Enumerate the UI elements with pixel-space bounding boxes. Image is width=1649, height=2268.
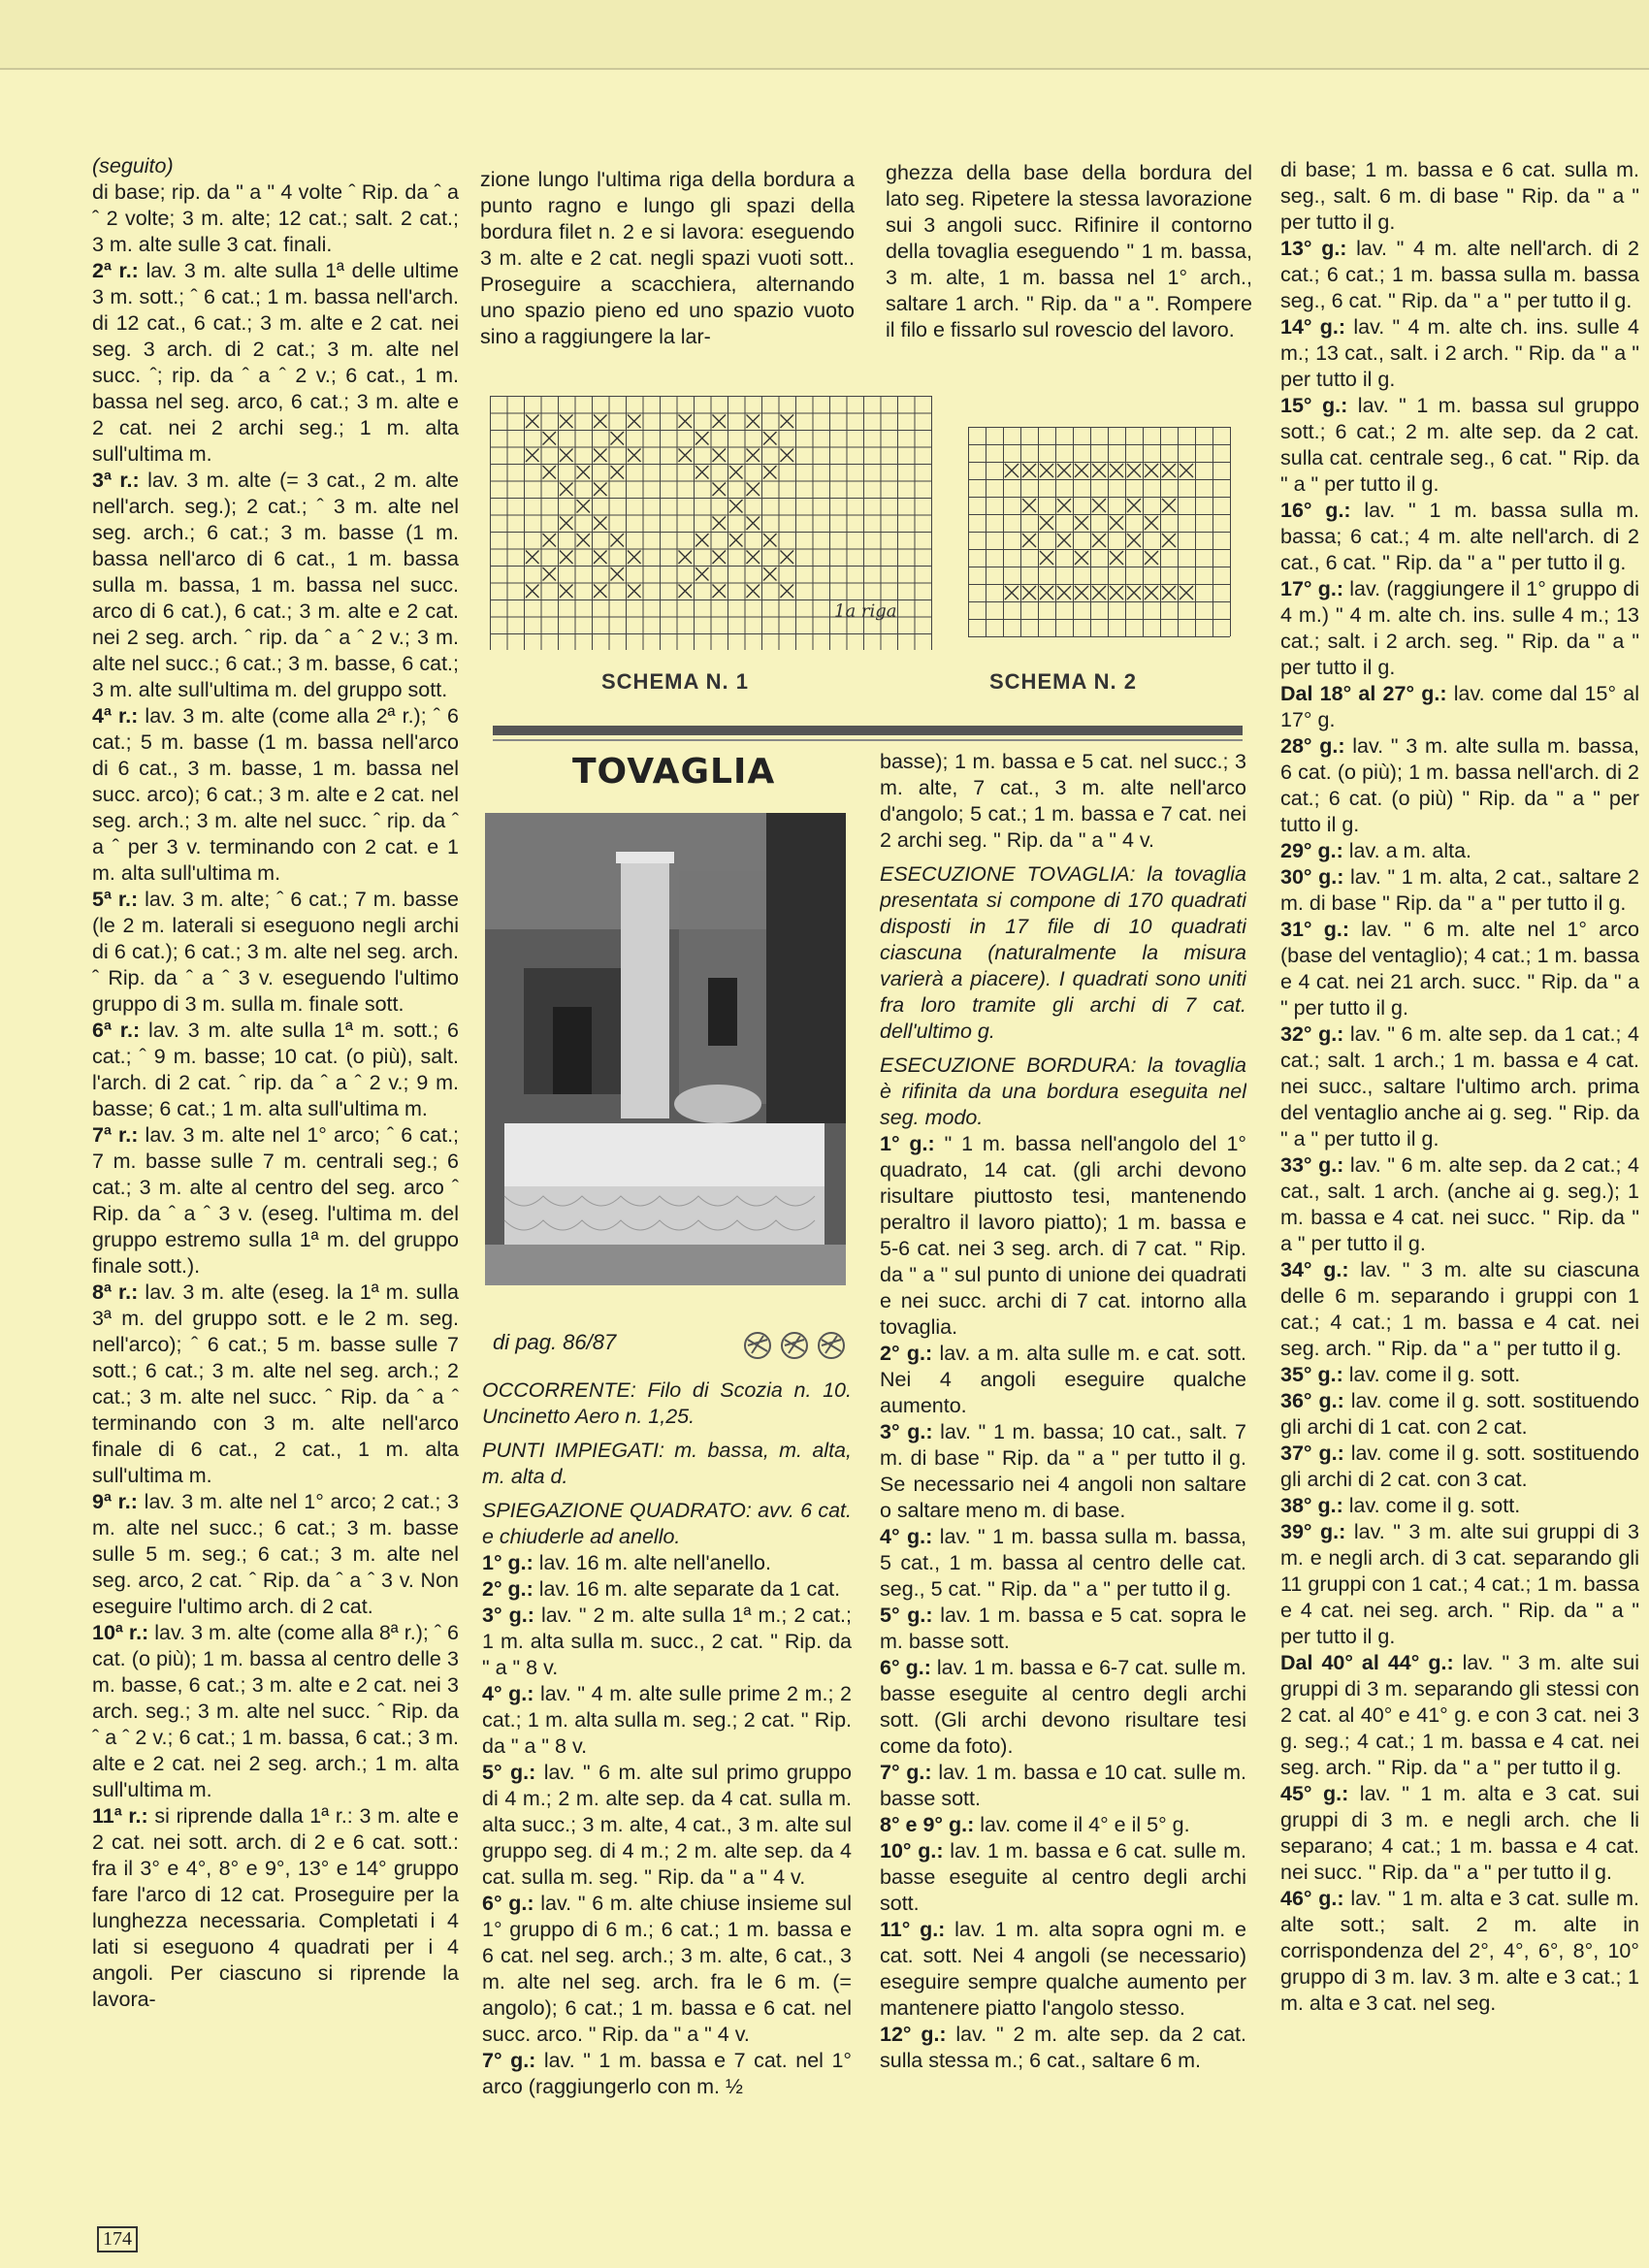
paragraph-text: lav. a m. alta. [1342,839,1471,862]
cross-stitch-mark [526,449,539,463]
round-label: 28° g.: [1280,734,1345,758]
cross-stitch-mark [526,585,539,599]
cross-stitch-mark [543,466,557,479]
cross-stitch-mark [543,432,557,445]
paragraph [880,1341,1246,1419]
cross-stitch-mark [628,585,641,599]
cross-stitch-mark [1092,534,1106,547]
paragraph [482,1760,852,1891]
round-label: 7° g.: [482,2049,536,2072]
cross-stitch-mark [543,567,557,581]
round-label: 4ª r.: [92,704,139,728]
cross-stitch-mark [763,432,777,445]
cross-stitch-mark [747,483,760,497]
paragraph-text: Filo di Scozia n. 10. Uncinetto Aero n. 1,25. [482,1378,852,1428]
cross-stitch-mark [1075,586,1088,599]
paragraph-text: lav. " 4 m. alte nell'arch. di 2 cat.; 6 cat.; 1 m. bassa sulla m. bassa seg., 6 cat. " Rip. da " a " per tutto il g. [1280,237,1639,312]
cross-stitch-mark [747,551,760,565]
cross-stitch-mark [1057,464,1071,477]
paragraph-text: lav. 3 m. alte; ˆ 6 cat.; 7 m. basse (le 2 m. laterali si eseguono negli archi di 6 cat.); 6 cat.; 3 m. alte nel seg. arch. ˆ Rip. da ˆ a ˆ 3 v. eseguendo l'ultimo gruppo di 3 m. sulla m. finale sott. [92,888,459,1016]
paragraph [1280,1362,1639,1388]
round-label: 38° g.: [1280,1494,1343,1517]
paragraph-text: lav. 1 m. bassa e 6-7 cat. sulle m. basse eseguite al centro degli archi sott. (Gli archi devono risultare tesi come da foto). [880,1656,1246,1758]
cross-stitch-mark [781,449,794,463]
paragraph [1280,864,1639,917]
paragraph [1280,1781,1639,1886]
cross-stitch-mark [1145,516,1158,530]
paragraph-text: lav. " 6 m. alte chiuse insieme sul 1° gruppo di 6 m.; 6 cat.; 1 m. bassa e 6 cat. nel seg. arch.; 3 m. alte, 6 cat., 3 m. alte nel seg. arch. fra le 6 m. (= angolo); 6 cat.; 1 m. bassa e 6 cat. nel succ. arco. " Rip. da " a " 4 v. [482,1892,852,2046]
paragraph-text: lav. 16 m. alte separate da 1 cat. [533,1577,841,1601]
paragraph-text: lav. 1 m. alta sopra ogni m. e cat. sott. Nei 4 angoli (se necessario) eseguire sempre qualche aumento per mantenere piatto l'angolo stesso. [880,1918,1246,2020]
page-number: 174 [97,2226,138,2252]
cross-stitch-mark [763,567,777,581]
paragraph [482,1576,852,1603]
cross-stitch-mark [729,466,743,479]
schema-1-label: SCHEMA N. 1 [601,669,749,694]
paragraph-text: lav. " 6 m. alte sep. da 2 cat.; 4 cat., salt. 1 arch. (anche ai g. seg.); 1 m. bassa e 4 cat. nei succ. " Rip. da " a " per tutto il g. [1280,1153,1639,1255]
cross-stitch-mark [1162,464,1176,477]
difficulty-icon [742,1329,849,1362]
round-label: 5° g.: [482,1761,536,1784]
cross-stitch-mark [594,449,607,463]
paragraph [1280,314,1639,393]
round-label: 8ª r.: [92,1280,139,1304]
round-label: 31° g.: [1280,918,1350,941]
cross-stitch-mark [526,551,539,565]
cross-stitch-mark [747,517,760,531]
cross-stitch-mark [560,483,573,497]
paragraph-text: lav. " 2 m. alte sep. da 2 cat. sulla stessa m.; 6 cat., saltare 6 m. [880,2023,1246,2072]
paragraph-text: lav. come il g. sott. sostituendo gli archi di 1 cat. con 2 cat. [1280,1389,1639,1439]
paragraph [92,258,459,468]
paragraph [482,1891,852,2048]
round-label: 35° g.: [1280,1363,1343,1386]
paragraph [880,749,1246,854]
paragraph-text: lav. 3 m. alte sulla 1ª m. sott.; 6 cat.; ˆ 9 m. basse; 10 cat. (o più), salt. l'arch. di 2 cat. ˆ rip. da ˆ a ˆ 2 v.; 9 m. basse; 6 cat.; 1 m. alta sull'ultima m. [92,1019,459,1120]
paragraph-text: lav. come il g. sott. [1342,1494,1521,1517]
round-label: 13° g.: [1280,237,1347,260]
paragraph [880,861,1246,1045]
paragraph [1280,1021,1639,1152]
paragraph [880,1603,1246,1655]
paragraph [92,1620,459,1803]
paragraph [482,1550,852,1576]
round-label: 30° g.: [1280,865,1344,889]
cross-stitch-mark [747,585,760,599]
paragraph-text: lav. " 2 m. alte sulla 1ª m.; 2 cat.; 1 m. alta sulla m. succ., 2 cat. " Rip. da " a " 8 v. [482,1604,852,1679]
cross-stitch-mark [1110,551,1123,565]
cross-stitch-mark [695,466,709,479]
cross-stitch-mark [577,500,591,513]
paragraph-text: lav. 1 m. bassa e 10 cat. sulle m. basse sott. [880,1761,1246,1810]
paragraph-text: lav. 3 m. alte sulla 1ª delle ultime 3 m. sott.; ˆ 6 cat.; 1 m. bassa nell'arch. di 12 cat., 6 cat.; 3 m. alte e 2 cat. nei seg. 3 arch. di 2 cat.; 3 m. alte nel succ. ˆ; rip. da ˆ a ˆ 2 v.; 6 cat., 1 m. bassa nel seg. arco, 6 cat.; 3 m. alte e 2 cat. nei 2 archi seg.; 1 m. alta sull'ultima m. [92,259,459,466]
paragraph-text: lav. " 6 m. alte sep. da 1 cat.; 4 cat.; salt. 1 arch.; 1 m. bassa e 4 cat. nei succ., saltare l'ultimo arch. prima del ventaglio anche ai g. seg. " Rip. da " a " per tutto il g. [1280,1022,1639,1150]
round-label: 10° g.: [880,1839,944,1863]
round-label: 34° g.: [1280,1258,1349,1281]
cross-stitch-mark [1110,516,1123,530]
cross-stitch-mark [729,534,743,547]
cross-stitch-mark [713,415,727,429]
cross-stitch-mark [1022,586,1036,599]
round-label: 5° g.: [880,1604,933,1627]
cross-stitch-mark [1092,586,1106,599]
paragraph [1280,1257,1639,1362]
cross-stitch-mark [628,415,641,429]
round-label: Dal 40° al 44° g.: [1280,1651,1454,1674]
paragraph [1280,1519,1639,1650]
section-label: PUNTI IMPIEGATI: [482,1439,664,1462]
paragraph-text: lav. " 3 m. alte su ciascuna delle 6 m. separando i gruppi con 1 cat.; 4 cat.; 1 m. bassa e 4 cat. nei seg. arch. " Rip. da " a " per tutto il g. [1280,1258,1639,1360]
cross-stitch-mark [1145,464,1158,477]
paragraph [92,1122,459,1280]
paragraph-text: lav. 1 m. bassa e 5 cat. sopra le m. basse sott. [880,1604,1246,1653]
cross-stitch-mark [713,585,727,599]
cross-stitch-mark [1075,551,1088,565]
paragraph-text: lav. 3 m. alte (= 3 cat., 2 m. alte nell'arch. seg.); 2 cat.; ˆ 3 m. alte nel seg. arch.; 6 cat.; 3 m. basse (1 m. bassa nell'arco di 6 cat., 1 m. bassa sulla m. bassa, 1 m. bassa nel succ. arco di 6 cat.), 6 cat.; 3 m. alte e 2 cat. nei 2 seg. arch. ˆ rip. da ˆ a ˆ 2 v.; 3 m. alte nel succ.; 6 cat.; 3 m. basse, 6 cat.; 3 m. alte sull'ultima m. del gruppo sott. [92,469,459,701]
paragraph-text: lav. " 6 m. alte sul primo gruppo di 4 m.; 2 m. alte sep. da 4 cat. sulla m. alta succ.; 3 m. alte, 4 cat., 3 m. alte sul gruppo seg. di 4 m.; 2 m. alte sep. da 4 cat. sulla m. seg. " Rip. da " a " 4 v. [482,1761,852,1889]
cross-stitch-mark [679,551,693,565]
paragraph [880,1812,1246,1838]
paragraph [92,1018,459,1122]
text-column-1 [92,153,459,2013]
paragraph [1280,1441,1639,1493]
section-label: ESECUZIONE TOVAGLIA: [880,862,1136,886]
cross-stitch-mark [1092,464,1106,477]
column-3-text: ghezza della base della bordura del lato seg. Ripetere la stessa lavorazione sui 3 angoli succ. Rifinire il contorno della tovaglia eseguendo " 1 m. bassa, 3 m. alte, 1 m. bassa nel 1° arch., saltare 1 arch. " Rip. da " a ". Rompere il filo e fissarlo sul rovescio del lavoro. [886,161,1252,341]
paragraph-text: lav. " 3 m. alte sui gruppi di 3 m. e negli arch. di 3 cat. separando gli 11 gruppi con 1 cat.; 4 cat.; 1 m. bassa e 4 cat. nei seg. arch. " Rip. da " a " per tutto il g. [1280,1520,1639,1648]
text-column-6 [880,749,1246,2074]
round-label: 11° g.: [880,1918,946,1941]
paragraph-text: lav. " 6 m. alte nel 1° arco (base del ventaglio); 4 cat.; 1 m. bassa e 4 cat. nei 21 arch. succ. " Rip. da " a " per tutto il g. [1280,918,1639,1020]
round-label: 11ª r.: [92,1804,148,1828]
cross-stitch-mark [1005,464,1018,477]
cross-stitch-mark [679,585,693,599]
round-label: 3ª r.: [92,469,140,492]
paragraph-text: di base; rip. da " a " 4 volte ˆ Rip. da ˆ a ˆ 2 volte; 3 m. alte; 12 cat.; salt. 2 cat.; 3 m. alte sulle 3 cat. finali. [92,180,459,256]
cross-stitch-mark [1075,516,1088,530]
paragraph-text: lav. come il g. sott. [1342,1363,1521,1386]
cross-stitch-mark [679,415,693,429]
round-label: 6° g.: [482,1892,534,1915]
paragraph-text: lav. 3 m. alte (eseg. la 1ª m. sulla 3ª m. del gruppo sott. e le 2 m. seg. nell'arco); ˆ 6 cat.; 5 m. basse sulle 7 sott.; 6 cat.; 3 m. alte nel seg. arch.; 2 cat.; 3 m. alte nel succ. ˆ Rip. da ˆ a ˆ terminando con 3 m. alte nell'arco finale di 6 cat., 2 cat., 1 m. alta sull'ultima m. [92,1280,459,1487]
cross-stitch-mark [611,534,625,547]
cross-stitch-mark [1110,586,1123,599]
paragraph [92,1280,459,1489]
cross-stitch-mark [1145,551,1158,565]
round-label: 8° e 9° g.: [880,1813,975,1836]
cross-stitch-mark [560,585,573,599]
cross-stitch-mark [594,517,607,531]
round-label: 1° g.: [880,1132,935,1155]
paragraph [880,1917,1246,2022]
paragraph [880,1053,1246,1131]
paragraph-text: la tovaglia è rifinita da una bordura eseguita nel seg. modo. [880,1053,1246,1129]
paragraph-text: avv. 6 cat. e chiuderle ad anello. [482,1499,852,1548]
section-label: OCCORRENTE: [482,1378,636,1402]
round-label: 2° g.: [880,1342,933,1365]
paragraph-text: lav. " 3 m. alte sulla m. bassa, 6 cat. (o più); 1 m. bassa nell'arch. di 2 cat.; 6 cat. (o più) " Rip. da " a " per tutto il g. [1280,734,1639,836]
cross-stitch-mark [679,449,693,463]
round-label: 4° g.: [482,1682,534,1705]
section-label: ESECUZIONE BORDURA: [880,1053,1137,1077]
paragraph [880,1131,1246,1341]
cross-stitch-mark [1057,499,1071,512]
paragraph [482,1438,852,1490]
paragraph-text: lav. 1 m. bassa e 6 cat. sulle m. basse eseguite al centro degli archi sott. [880,1839,1246,1915]
paragraph [1280,236,1639,314]
paragraph [1280,681,1639,733]
round-label: 6ª r.: [92,1019,141,1042]
paragraph [1280,838,1639,864]
paragraph-text: lav. " 1 m. bassa e 7 cat. nel 1° arco (raggiungerlo con m. ½ [482,2049,852,2098]
round-label: 6° g.: [880,1656,931,1679]
section-divider-thin [493,739,1243,741]
round-label: 2° g.: [482,1577,534,1601]
round-label: Dal 18° al 27° g.: [1280,682,1447,705]
round-label: 29° g.: [1280,839,1343,862]
paragraph [482,1498,852,1550]
paragraph-text: lav. " 4 m. alte sulle prime 2 m.; 2 cat.; 1 m. alta sulla m. seg.; 2 cat. " Rip. da " a " 8 v. [482,1682,852,1758]
round-label: 1° g.: [482,1551,534,1574]
cross-stitch-mark [747,449,760,463]
paragraph [1280,1388,1639,1441]
cross-stitch-mark [594,551,607,565]
paragraph [880,1760,1246,1812]
paragraph [482,2048,852,2100]
paragraph-text: lav. " 1 m. bassa sulla m. bassa; 6 cat.; 4 m. alte nell'arch. di 2 cat., 6 cat. " Rip. da " a " per tutto il g. [1280,499,1639,574]
round-label: 36° g.: [1280,1389,1344,1412]
paragraph [92,1803,459,2013]
cross-stitch-mark [1127,586,1141,599]
paragraph [1280,498,1639,576]
cross-stitch-mark [781,415,794,429]
cross-stitch-mark [713,551,727,565]
paragraph [880,1524,1246,1603]
page-reference: di pag. 86/87 [493,1330,617,1354]
paragraph [482,1377,852,1430]
cross-stitch-mark [1127,534,1141,547]
cross-stitch-mark [1022,464,1036,477]
paragraph-text: " 1 m. bassa nell'angolo del 1° quadrato, 14 cat. (gli archi devono risultare piuttosto tesi, mantenendo peraltro il lavoro piatto); 1 m. bassa e 5-6 cat. nei 3 seg. arch. di 7 cat. " Rip. da " a " sul punto di unione dei quadrati e nei succ. archi di 7 cat. intorno alla tovaglia. [880,1132,1246,1339]
paragraph [880,1655,1246,1760]
paragraph [92,887,459,1018]
cross-stitch-mark [1110,464,1123,477]
round-label: 33° g.: [1280,1153,1344,1177]
section-title: TOVAGLIA [572,752,776,792]
cross-stitch-mark [1180,586,1193,599]
paragraph-text: lav. 16 m. alte nell'anello. [533,1551,771,1574]
cross-stitch-mark [611,432,625,445]
round-label: 16° g.: [1280,499,1351,522]
cross-stitch-mark [1145,586,1158,599]
paragraph-text: lav. come il 4° e il 5° g. [974,1813,1190,1836]
paragraph [1280,393,1639,498]
paragraph-text: lav. " 4 m. alte ch. ins. sulle 4 m.; 13 cat., salt. i 2 arch. " Rip. da " a " per tutto il g. [1280,315,1639,391]
round-label: 4° g.: [880,1525,933,1548]
cross-stitch-mark [695,534,709,547]
paragraph-text: lav. 3 m. alte nel 1° arco; ˆ 6 cat.; 7 m. basse sulle 7 m. centrali seg.; 6 cat.; 3 m. alte al centro del seg. arco ˆ Rip. da ˆ a ˆ 3 v. (eseg. l'ultima m. del gruppo estremo sulla 1ª m. del gruppo finale sott.). [92,1123,459,1278]
paragraph [1280,1152,1639,1257]
page-top-margin [0,0,1649,70]
paragraph-text: lav. " 1 m. alta e 3 cat. sulle m. alte sott.; salt. 2 m. alte in corrispondenza del 2°, 4°, 6°, 8°, 10° gruppo di 3 m. lav. 3 m. alte e 3 cat.; 1 m. alta e 3 cat. nel seg. [1280,1887,1639,2015]
paragraph-text: (seguito) [92,154,174,178]
cross-stitch-mark [594,585,607,599]
paragraph [880,1838,1246,1917]
cross-stitch-mark [1040,516,1053,530]
cross-stitch-mark [713,517,727,531]
cross-stitch-mark [560,449,573,463]
cross-stitch-mark [695,432,709,445]
paragraph [880,1419,1246,1524]
paragraph [92,703,459,887]
round-label: 3° g.: [880,1420,933,1443]
round-label: 2ª r.: [92,259,139,282]
paragraph-text: di base; 1 m. bassa e 6 cat. sulla m. seg., salt. 6 m. di base " Rip. da " a " per tutto il g. [1280,158,1639,234]
paragraph-text: lav. come dal 15° al 17° g. [1280,682,1639,731]
paragraph-text: lav. " 1 m. bassa; 10 cat., salt. 7 m. di base " Rip. da " a " per tutto il g. Se necessario nei 4 angoli non saltare o saltare meno m. di base. [880,1420,1246,1522]
cross-stitch-mark [729,500,743,513]
cross-stitch-mark [1162,586,1176,599]
column-2-text: zione lungo l'ultima riga della bordura a punto ragno e lungo gli spazi della bordura filet n. 2 e si lavora: eseguendo 3 m. alte e 2 cat. negli spazi vuoti sott.. Proseguire a scacchiera, alternando uno spazio pieno ed uno spazio vuoto sino a raggiungere la lar- [480,168,855,348]
cross-stitch-mark [1092,499,1106,512]
cross-stitch-mark [781,585,794,599]
paragraph-text: lav. " 1 m. bassa sul gruppo sott.; 6 cat.; 2 m. alte sep. da 2 cat. sulla cat. centrale seg., 6 cat. " Rip. da " a " per tutto il g. [1280,394,1639,496]
paragraph [92,1489,459,1620]
cross-stitch-mark [1162,499,1176,512]
paragraph-text: lav. come il g. sott. sostituendo gli archi di 2 cat. con 3 cat. [1280,1442,1639,1491]
schema-2-chart [968,427,1242,640]
paragraph [92,153,459,179]
cross-stitch-mark [763,534,777,547]
round-label: 10ª r.: [92,1621,149,1644]
cross-stitch-mark [1040,551,1053,565]
paragraph [1280,733,1639,838]
paragraph [92,468,459,703]
paragraph [1280,576,1639,681]
paragraph-text: si riprende dalla 1ª r.: 3 m. alte e 2 cat. nei sott. arch. di 2 e 6 cat. sott.: fra il 3° e 4°, 8° e 9°, 13° e 14° gruppo fare l'arco di 12 cat. Proseguire per la lunghezza necessaria. Completati i 4 lati si eseguono 4 quadrati per i 4 angoli. Per ciascuno si riprende la lavora- [92,1804,459,2011]
cross-stitch-mark [1075,464,1088,477]
section-label: SPIEGAZIONE QUADRATO: [482,1499,752,1522]
cross-stitch-mark [1040,586,1053,599]
round-label: 45° g.: [1280,1782,1349,1805]
paragraph-text: lav. 3 m. alte nel 1° arco; 2 cat.; 3 m. alte nel succ.; 6 cat.; 3 m. basse sulle 5 m. seg.; 6 cat.; 3 m. alte nel seg. arco, 2 cat. ˆ Rip. da ˆ a ˆ 3 v. Non eseguire l'ultimo arch. di 2 cat. [92,1490,459,1618]
paragraph-text: lav. (raggiungere il 1° gruppo di 4 m.) " 4 m. alte ch. ins. sulle 4 m.; 13 cat.; salt. i 2 arch. seg. " Rip. da " a " per tutto il g. [1280,577,1639,679]
paragraph [1280,1493,1639,1519]
paragraph-text: lav. 3 m. alte (come alla 2ª r.); ˆ 6 cat.; 5 m. basse (1 m. bassa nell'arco di 6 cat., 3 m. basse, 1 m. bassa nel succ. arco); 6 cat.; 3 m. alte e 2 cat. nel seg. arch.; 3 m. alte nel succ. ˆ rip. da ˆ a ˆ per 3 v. terminando con 2 cat. e 1 m. alta sull'ultima m. [92,704,459,885]
schema-1-chart [490,396,938,650]
round-label: 14° g.: [1280,315,1346,339]
paragraph-text: la tovaglia presentata si compone di 170 quadrati disposti in 17 file di 10 quadrati ciascuna (naturalmente la misura varierà a piacere). I quadrati sono uniti fra loro tramite gli archi di 7 cat. dell'ultimo g. [880,862,1246,1043]
paragraph [482,1681,852,1760]
paragraph-text: lav. 3 m. alte (come alla 8ª r.); ˆ 6 cat. (o più); 1 m. bassa al centro delle 3 m. basse, 6 cat.; 3 m. alte e 2 cat. nei 3 arch. seg.; 3 m. alte nel succ. ˆ Rip. da ˆ a ˆ 2 v.; 6 cat.; 1 m. bassa, 6 cat.; 3 m. alte e 2 cat. nei 2 seg. arch.; 1 m. alta sull'ultima m. [92,1621,459,1801]
round-label: 9ª r.: [92,1490,138,1513]
cross-stitch-mark [713,483,727,497]
round-label: 7ª r.: [92,1123,139,1147]
paragraph [482,1603,852,1681]
cross-stitch-mark [1057,534,1071,547]
paragraph-text: basse); 1 m. bassa e 5 cat. nel succ.; 3 m. alte, 7 cat., 3 m. alte nell'arco d'angolo; 5 cat.; 1 m. bassa e 7 cat. nei 2 archi seg. " Rip. da " a " 4 v. [880,750,1246,852]
cross-stitch-mark [560,551,573,565]
paragraph-text: lav. " 1 m. bassa sulla m. bassa, 5 cat., 1 m. bassa al centro delle cat. seg., 5 cat. " Rip. da " a " per tutto il g. [880,1525,1246,1601]
cross-stitch-mark [1022,499,1036,512]
paragraph [1280,1886,1639,2017]
cross-stitch-mark [560,517,573,531]
round-label: 5ª r.: [92,888,139,911]
cross-stitch-mark [1057,586,1071,599]
cross-stitch-mark [1162,534,1176,547]
round-label: 7° g.: [880,1761,932,1784]
paragraph [92,179,459,258]
paragraph-text: lav. " 1 m. alta e 3 cat. sui gruppi di 3 m. e negli arch. che li separano; 4 cat.; 1 m. bassa e 4 cat. nei succ. " Rip. da " a " per tutto il g. [1280,1782,1639,1884]
cross-stitch-mark [560,415,573,429]
cross-stitch-mark [1127,499,1141,512]
cross-stitch-mark [543,534,557,547]
round-label: 15° g.: [1280,394,1348,417]
paragraph [880,2022,1246,2074]
schema-note: 1a riga [834,600,897,622]
round-label: 3° g.: [482,1604,534,1627]
cross-stitch-mark [713,449,727,463]
paragraph-text: m. bassa, m. alta, m. alta d. [482,1439,852,1488]
text-column-5 [482,1370,852,2100]
paragraph [1280,157,1639,236]
cross-stitch-mark [628,551,641,565]
round-label: 37° g.: [1280,1442,1344,1465]
cross-stitch-mark [1127,464,1141,477]
paragraph-text: lav. " 1 m. alta, 2 cat., saltare 2 m. di base " Rip. da " a " per tutto il g. [1280,865,1639,915]
cross-stitch-mark [1040,464,1053,477]
tablecloth-photo [485,813,846,1285]
cross-stitch-mark [747,415,760,429]
text-column-4 [1280,157,1639,2017]
cross-stitch-mark [526,415,539,429]
cross-stitch-mark [1005,586,1018,599]
cross-stitch-mark [695,567,709,581]
cross-stitch-mark [577,466,591,479]
text-column-2 [480,167,855,350]
paragraph-text: lav. " 3 m. alte sui gruppi di 3 m. separando gli stessi con 2 cat. al 40° e 41° g. e con 3 cat. nei 3 g. seg.; 4 cat.; 1 m. bassa e 4 cat. nei seg. arch. " Rip. da " a " per tutto il g. [1280,1651,1639,1779]
cross-stitch-mark [611,567,625,581]
text-column-3 [886,160,1252,343]
round-label: 12° g.: [880,2023,947,2046]
cross-stitch-mark [1180,464,1193,477]
cross-stitch-mark [611,466,625,479]
cross-stitch-mark [781,551,794,565]
round-label: 46° g.: [1280,1887,1344,1910]
round-label: 32° g.: [1280,1022,1344,1046]
cross-stitch-mark [1022,534,1036,547]
round-label: 17° g.: [1280,577,1344,600]
paragraph [1280,1650,1639,1781]
schema-2-label: SCHEMA N. 2 [989,669,1137,694]
paragraph-text: lav. a m. alta sulle m. e cat. sott. Nei 4 angoli eseguire qualche aumento. [880,1342,1246,1417]
round-label: 39° g.: [1280,1520,1346,1543]
cross-stitch-mark [594,483,607,497]
section-divider [493,726,1243,735]
cross-stitch-mark [763,466,777,479]
cross-stitch-mark [594,415,607,429]
cross-stitch-mark [577,534,591,547]
paragraph [1280,917,1639,1021]
cross-stitch-mark [628,449,641,463]
